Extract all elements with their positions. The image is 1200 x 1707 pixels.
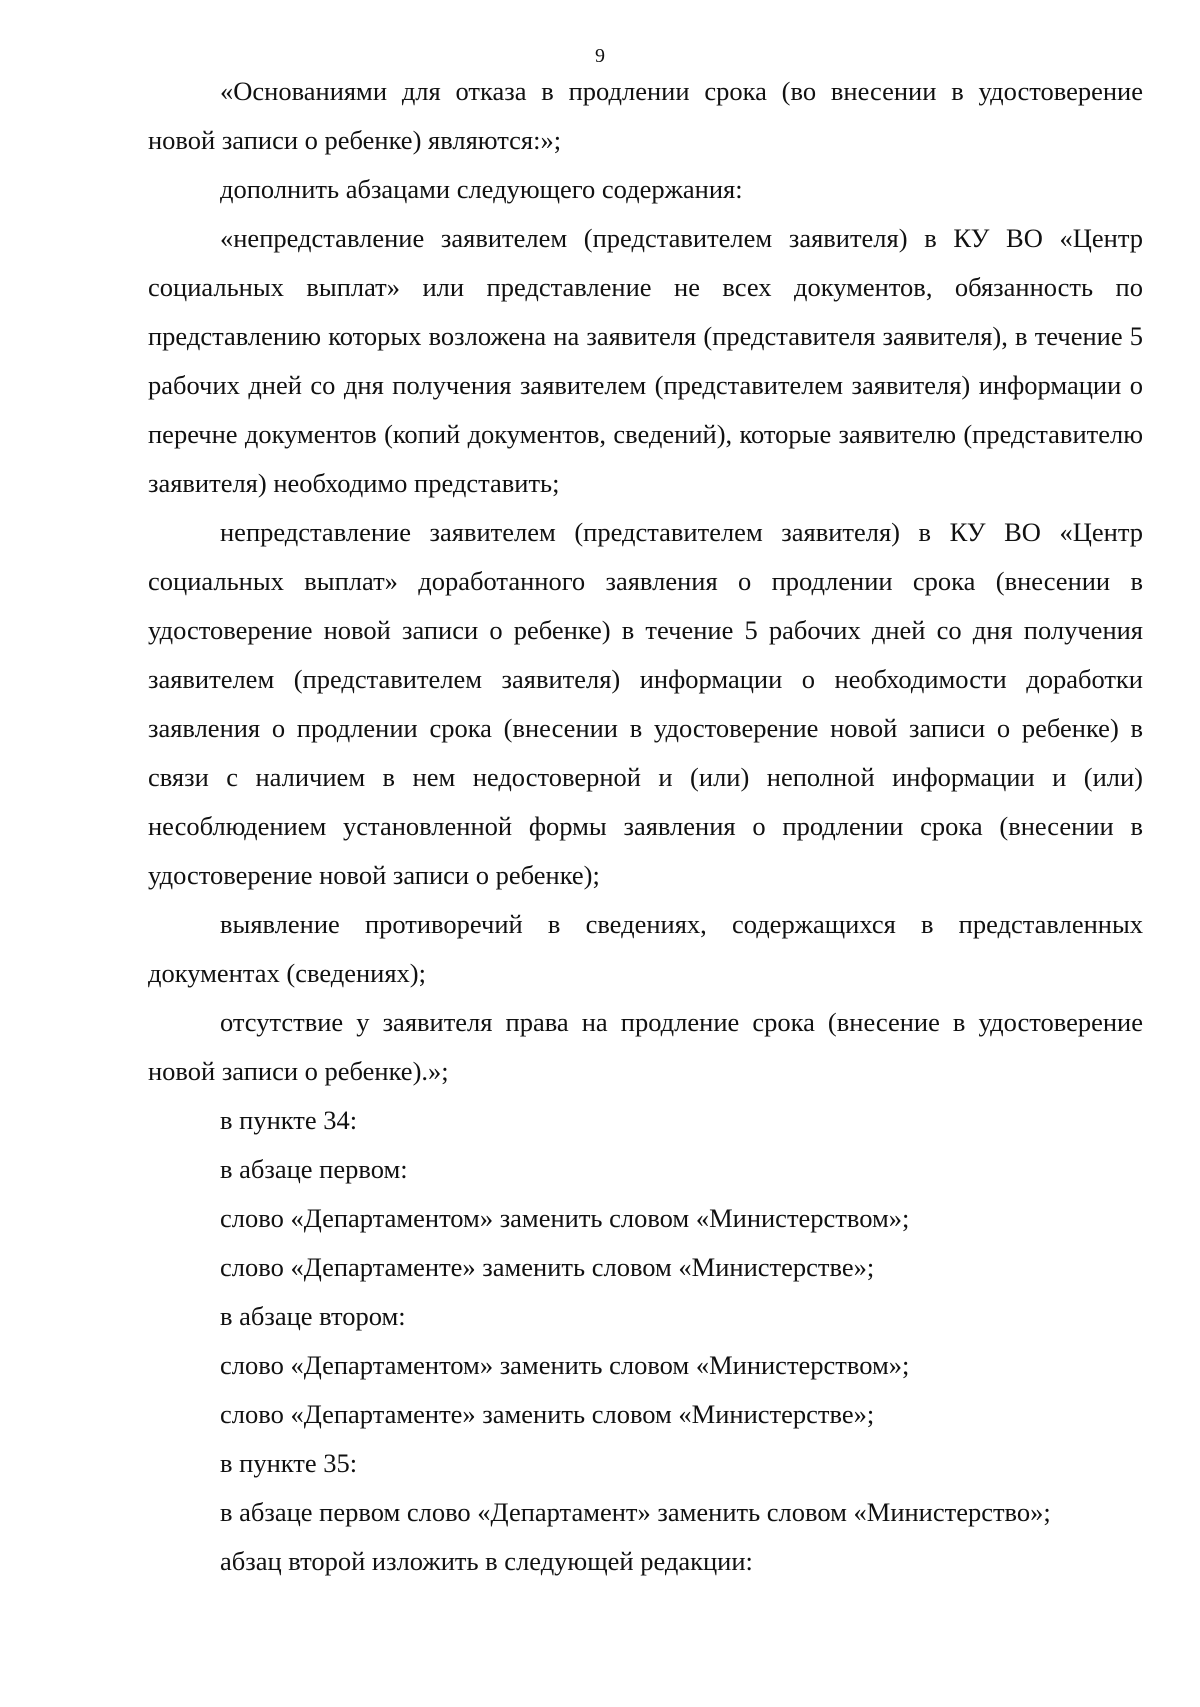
paragraph-failure-to-submit-documents: «непредставление заявителем (представителем заявителя) в КУ ВО «Центр социальных выплат» или представление не всех документов, обязанность по представлению которых возложена на заявителя (представителя заявителя), в течение 5 рабочих дней со дня получения заявителем (представителем заявителя) информации о перечне документов (копий документов, сведений), которые заявителю (представителю заявителя) необходимо представить; bbox=[148, 223, 1143, 498]
paragraph-item-34: в пункте 34: bbox=[220, 1105, 358, 1135]
page-number: 9 bbox=[595, 45, 605, 67]
paragraph-replace-departamentom-1: слово «Департаментом» заменить словом «Министерством»; bbox=[220, 1203, 910, 1233]
paragraph-contradictions: выявление противоречий в сведениях, содержащихся в представленных документах (сведениях); bbox=[148, 909, 1143, 988]
paragraph-no-right: отсутствие у заявителя права на продление срока (внесение в удостоверение новой записи о ребенке).»; bbox=[148, 1007, 1143, 1086]
paragraph-item-35-first-paragraph: в абзаце первом слово «Департамент» заменить словом «Министерство»; bbox=[220, 1497, 1051, 1527]
paragraph-supplement-instruction: дополнить абзацами следующего содержания: bbox=[220, 174, 743, 204]
document-body bbox=[148, 67, 1143, 1586]
paragraph-failure-to-submit-revised-application: непредставление заявителем (представителем заявителя) в КУ ВО «Центр социальных выплат» доработанного заявления о продлении срока (внесении в удостоверение новой записи о ребенке) в течение 5 рабочих дней со дня получения заявителем (представителем заявителя) информации о необходимости доработки заявления о продлении срока (внесении в удостоверение новой записи о ребенке) в связи с наличием в нем недостоверной и (или) неполной информации и (или) несоблюдением установленной формы заявления о продлении срока (внесении в удостоверение новой записи о ребенке); bbox=[148, 517, 1143, 890]
paragraph-grounds-for-refusal: «Основаниями для отказа в продлении срока (во внесении в удостоверение новой записи о ребенке) являются:»; bbox=[148, 76, 1143, 155]
paragraph-item-34-first-paragraph: в абзаце первом: bbox=[220, 1154, 408, 1184]
paragraph-replace-departamentom-2: слово «Департаментом» заменить словом «Министерством»; bbox=[220, 1350, 910, 1380]
paragraph-item-35: в пункте 35: bbox=[220, 1448, 358, 1478]
paragraph-replace-departamente-1: слово «Департаменте» заменить словом «Министерстве»; bbox=[220, 1252, 875, 1282]
paragraph-item-35-second-paragraph: абзац второй изложить в следующей редакции: bbox=[220, 1546, 753, 1576]
paragraph-item-34-second-paragraph: в абзаце втором: bbox=[220, 1301, 406, 1331]
paragraph-replace-departamente-2: слово «Департаменте» заменить словом «Министерстве»; bbox=[220, 1399, 875, 1429]
